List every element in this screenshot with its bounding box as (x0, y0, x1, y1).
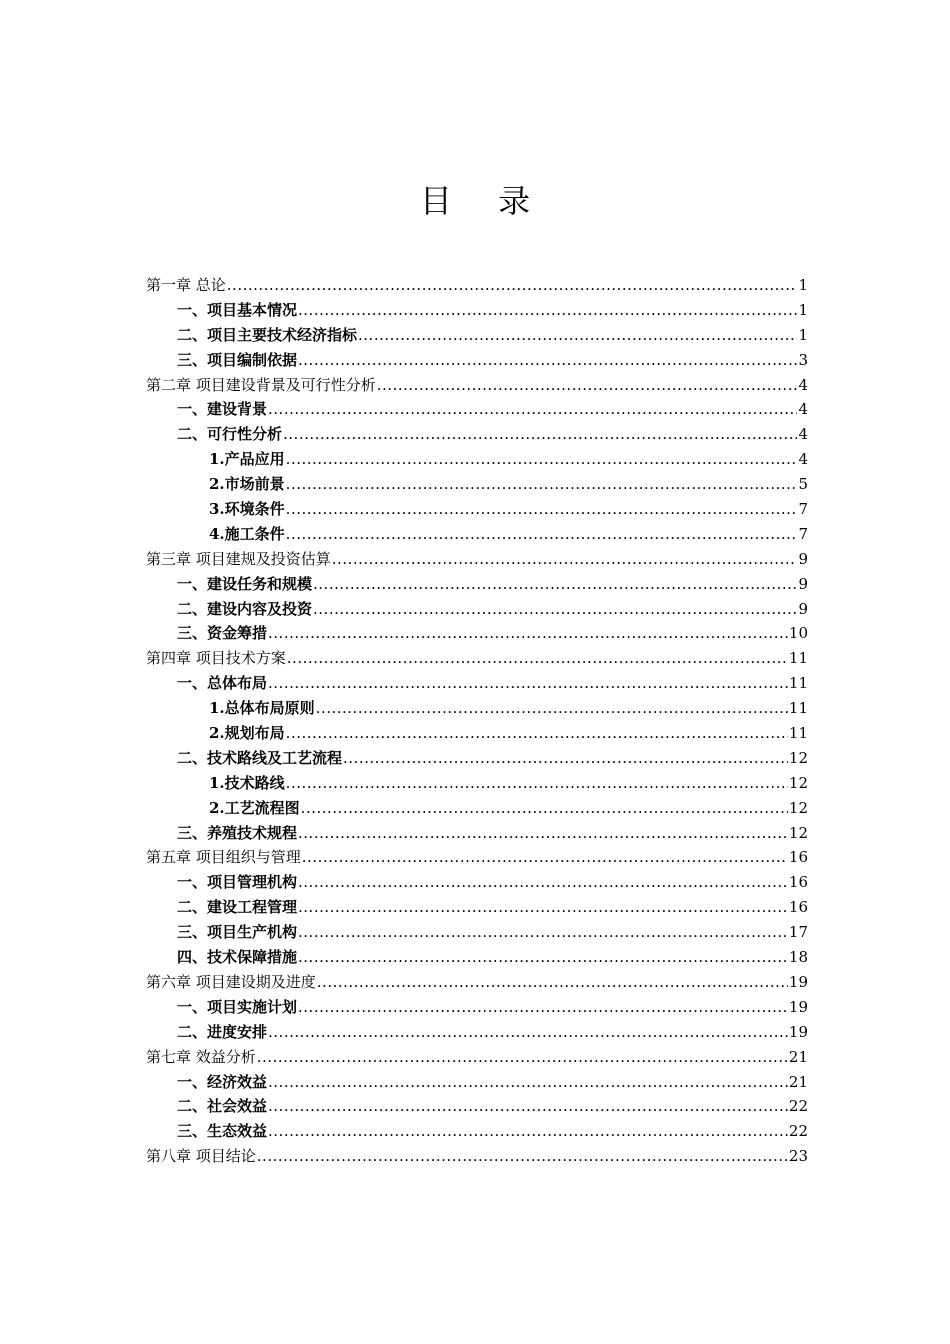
toc-entry[interactable] (146, 970, 808, 995)
toc-entry[interactable] (146, 1119, 808, 1144)
toc-entry-label: 三、资金筹措 (177, 624, 268, 643)
toc-entry[interactable] (146, 447, 808, 472)
toc-entry[interactable] (146, 472, 808, 497)
toc-dot-leader (358, 323, 797, 348)
toc-entry-label: 一、项目管理机构 (177, 873, 298, 892)
toc-entry-label: 三、生态效益 (177, 1122, 268, 1141)
table-of-contents (146, 273, 808, 1169)
toc-entry-page: 5 (798, 475, 808, 494)
toc-entry-page: 12 (788, 798, 808, 817)
toc-entry-page: 9 (798, 599, 808, 618)
toc-entry-page: 7 (798, 500, 808, 519)
toc-dot-leader (313, 597, 797, 622)
toc-entry-label: 二、技术路线及工艺流程 (177, 748, 343, 767)
toc-entry-label: 2.规划布局 (209, 724, 285, 743)
toc-entry[interactable] (146, 721, 808, 746)
toc-dot-leader (298, 298, 797, 323)
toc-entry-page: 4 (798, 375, 808, 394)
toc-dot-leader (298, 895, 788, 920)
toc-entry-page: 16 (788, 848, 808, 867)
toc-entry-label: 4.施工条件 (209, 524, 285, 543)
toc-entry-label: 二、社会效益 (177, 1097, 268, 1116)
toc-entry-label: 二、项目主要技术经济指标 (177, 325, 358, 344)
toc-dot-leader (227, 273, 798, 298)
toc-entry[interactable] (146, 1070, 808, 1095)
toc-dot-leader (268, 1094, 788, 1119)
toc-entry[interactable] (146, 298, 808, 323)
toc-entry-page: 12 (788, 773, 808, 792)
toc-entry-label: 1.产品应用 (209, 450, 285, 469)
toc-entry[interactable] (146, 1094, 808, 1119)
toc-entry[interactable] (146, 273, 808, 298)
toc-entry[interactable] (146, 1144, 808, 1169)
toc-entry-label: 2.市场前景 (209, 475, 285, 494)
toc-dot-leader (257, 1045, 788, 1070)
toc-dot-leader (286, 721, 788, 746)
toc-entry-label: 一、项目实施计划 (177, 997, 298, 1016)
toc-dot-leader (286, 497, 798, 522)
toc-entry-label: 三、项目生产机构 (177, 923, 298, 942)
toc-entry-page: 11 (788, 724, 808, 743)
toc-entry-label: 2.工艺流程图 (209, 798, 300, 817)
toc-entry-page: 10 (788, 624, 808, 643)
toc-entry-label: 第四章 项目技术方案 (146, 649, 286, 668)
toc-entry-label: 一、建设背景 (177, 400, 268, 419)
toc-entry-page: 1 (798, 325, 808, 344)
toc-dot-leader (268, 671, 788, 696)
toc-entry-page: 9 (798, 574, 808, 593)
toc-entry-page: 4 (798, 450, 808, 469)
toc-entry-page: 12 (788, 748, 808, 767)
toc-entry[interactable] (146, 522, 808, 547)
toc-entry-page: 21 (788, 1047, 808, 1066)
toc-dot-leader (286, 447, 798, 472)
toc-entry[interactable] (146, 771, 808, 796)
toc-dot-leader (268, 621, 788, 646)
toc-entry-page: 21 (788, 1072, 808, 1091)
toc-entry[interactable] (146, 397, 808, 422)
toc-entry-page: 1 (798, 276, 808, 294)
toc-dot-leader (298, 920, 788, 945)
toc-entry[interactable] (146, 995, 808, 1020)
toc-dot-leader (286, 771, 788, 796)
toc-entry-page: 17 (788, 923, 808, 942)
toc-entry-page: 16 (788, 873, 808, 892)
toc-entry[interactable] (146, 796, 808, 821)
toc-entry[interactable] (146, 373, 808, 398)
toc-entry-label: 第六章 项目建设期及进度 (146, 972, 316, 991)
toc-entry-label: 第五章 项目组织与管理 (146, 848, 301, 867)
toc-dot-leader (332, 547, 798, 572)
toc-entry-label: 第一章 总论 (146, 276, 226, 294)
toc-dot-leader (268, 1070, 788, 1095)
toc-entry[interactable] (146, 746, 808, 771)
toc-entry[interactable] (146, 1045, 808, 1070)
toc-entry-label: 三、项目编制依据 (177, 350, 298, 369)
toc-entry[interactable] (146, 895, 808, 920)
toc-entry-label: 二、建设内容及投资 (177, 599, 313, 618)
toc-entry-label: 第八章 项目结论 (146, 1147, 256, 1166)
toc-entry-label: 一、经济效益 (177, 1072, 268, 1091)
toc-dot-leader (301, 796, 788, 821)
toc-entry-label: 一、总体布局 (177, 674, 268, 693)
toc-entry-label: 一、建设任务和规模 (177, 574, 313, 593)
toc-entry[interactable] (146, 422, 808, 447)
toc-entry-page: 22 (788, 1122, 808, 1141)
toc-entry-page: 23 (788, 1147, 808, 1166)
toc-entry-page: 12 (788, 823, 808, 842)
toc-entry-page: 19 (788, 972, 808, 991)
toc-entry[interactable] (146, 671, 808, 696)
toc-entry[interactable] (146, 497, 808, 522)
toc-dot-leader (283, 422, 797, 447)
toc-entry[interactable] (146, 547, 808, 572)
toc-entry-label: 3.环境条件 (209, 500, 285, 519)
toc-entry[interactable] (146, 920, 808, 945)
toc-entry-page: 19 (788, 997, 808, 1016)
toc-entry[interactable] (146, 696, 808, 721)
toc-dot-leader (268, 397, 797, 422)
toc-entry-page: 3 (798, 350, 808, 369)
toc-entry-label: 二、建设工程管理 (177, 898, 298, 917)
toc-entry-page: 18 (788, 948, 808, 967)
toc-entry[interactable] (146, 870, 808, 895)
toc-entry[interactable] (146, 572, 808, 597)
toc-dot-leader (298, 995, 788, 1020)
toc-entry-label: 第二章 项目建设背景及可行性分析 (146, 375, 376, 394)
toc-entry[interactable] (146, 1020, 808, 1045)
toc-entry-label: 1.总体布局原则 (209, 699, 315, 718)
toc-dot-leader (343, 746, 788, 771)
toc-entry-page: 11 (788, 699, 808, 718)
toc-dot-leader (317, 970, 788, 995)
toc-entry-page: 11 (788, 674, 808, 693)
toc-dot-leader (302, 845, 788, 870)
toc-entry-label: 三、养殖技术规程 (177, 823, 298, 842)
toc-entry-label: 四、技术保障措施 (177, 948, 298, 967)
toc-entry[interactable] (146, 621, 808, 646)
toc-dot-leader (257, 1144, 788, 1169)
toc-entry-page: 7 (798, 524, 808, 543)
toc-entry-page: 11 (788, 649, 808, 668)
toc-dot-leader (298, 870, 788, 895)
page-title: 目 录 (419, 182, 549, 220)
toc-dot-leader (298, 348, 797, 373)
toc-entry-page: 1 (798, 300, 808, 319)
toc-dot-leader (268, 1020, 788, 1045)
toc-entry-page: 4 (798, 425, 808, 444)
toc-entry-label: 二、可行性分析 (177, 425, 283, 444)
toc-entry-label: 第七章 效益分析 (146, 1047, 256, 1066)
toc-entry-page: 16 (788, 898, 808, 917)
toc-entry-label: 二、进度安排 (177, 1022, 268, 1041)
toc-dot-leader (287, 646, 788, 671)
toc-entry-page: 19 (788, 1022, 808, 1041)
toc-dot-leader (298, 945, 788, 970)
toc-entry-page: 22 (788, 1097, 808, 1116)
toc-entry[interactable] (146, 323, 808, 348)
toc-dot-leader (298, 821, 788, 846)
toc-entry-page: 9 (798, 549, 808, 568)
toc-entry[interactable] (146, 945, 808, 970)
toc-dot-leader (316, 696, 788, 721)
toc-dot-leader (313, 572, 797, 597)
toc-entry-label: 一、项目基本情况 (177, 300, 298, 319)
toc-dot-leader (286, 472, 798, 497)
toc-entry[interactable] (146, 646, 808, 671)
toc-entry[interactable] (146, 597, 808, 622)
toc-entry[interactable] (146, 348, 808, 373)
toc-entry-label: 第三章 项目建规及投资估算 (146, 549, 331, 568)
toc-entry-label: 1.技术路线 (209, 773, 285, 792)
toc-entry[interactable] (146, 821, 808, 846)
toc-dot-leader (268, 1119, 788, 1144)
toc-entry-page: 4 (798, 400, 808, 419)
toc-dot-leader (377, 373, 798, 398)
toc-entry[interactable] (146, 845, 808, 870)
toc-dot-leader (286, 522, 798, 547)
